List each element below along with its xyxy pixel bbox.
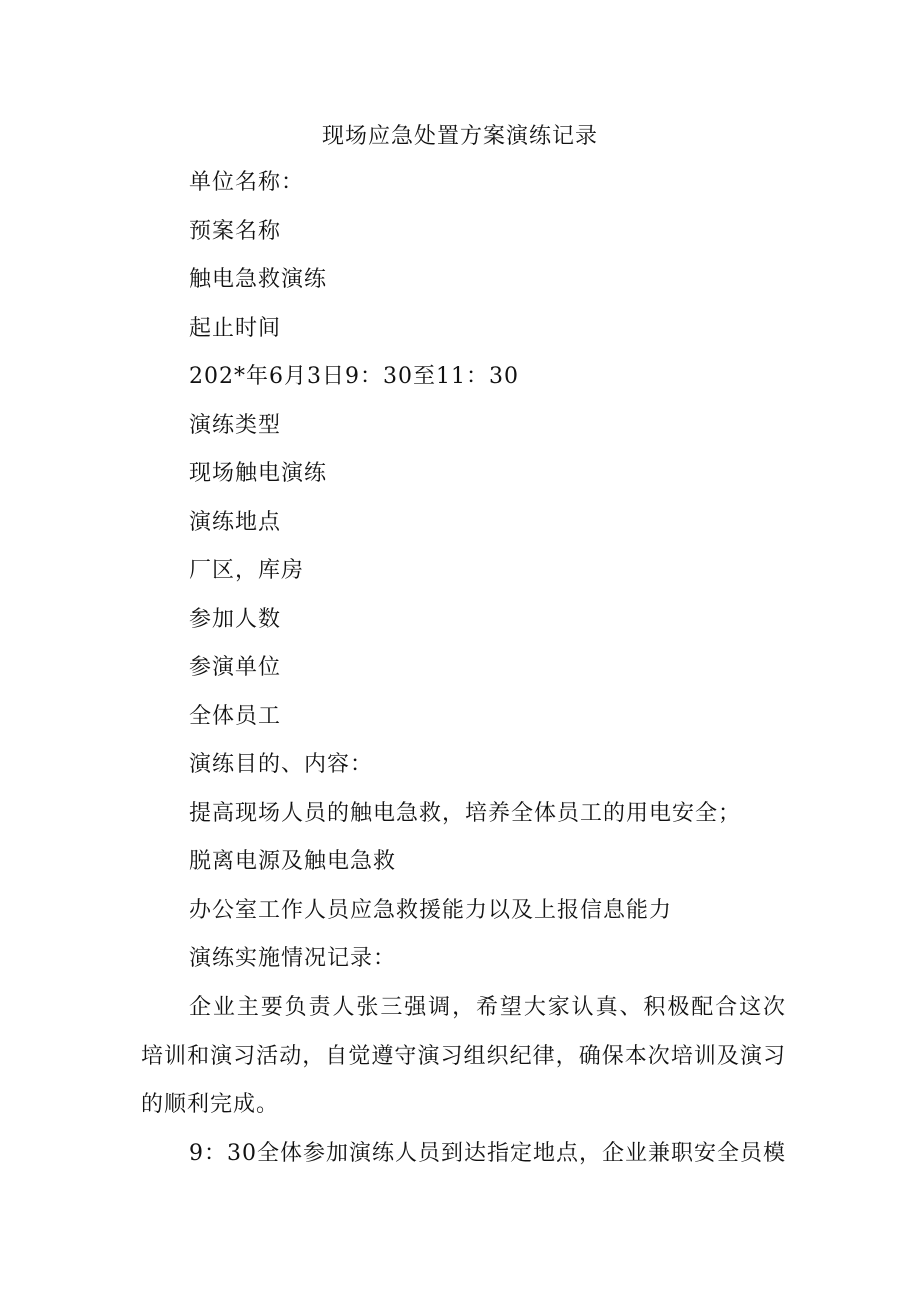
- record-paragraph-1: 企业主要负责人张三强调，希望大家认真、积极配合这次培训和演习活动，自觉遵守演习组织纪律，确保本次培训及演习的顺利完成。: [141, 995, 786, 1117]
- field-plan-name-value: 触电急救演练: [189, 267, 328, 292]
- field-drill-type-value: 现场触电演练: [189, 461, 328, 486]
- field-location-label: 演练地点: [189, 509, 282, 535]
- record-paragraph-2: 9：30全体参加演练人员到达指定地点，企业兼职安全员模: [189, 1141, 786, 1166]
- field-drill-type-label: 演练类型: [189, 412, 282, 438]
- field-purpose-line-3: 办公室工作人员应急救援能力以及上报信息能力: [189, 897, 673, 923]
- field-participant-count-label: 参加人数: [189, 606, 282, 632]
- document-title: 现场应急处置方案演练记录: [321, 124, 598, 149]
- field-time-label: 起止时间: [189, 315, 282, 341]
- field-purpose-line-1: 提高现场人员的触电急救，培养全体员工的用电安全；: [189, 800, 742, 826]
- field-purpose-label: 演练目的、内容：: [189, 752, 374, 777]
- field-plan-name-label: 预案名称: [189, 218, 282, 244]
- field-unit-name: 单位名称：: [189, 170, 305, 195]
- field-participant-unit-label: 参演单位: [189, 655, 282, 680]
- field-record-label: 演练实施情况记录：: [189, 946, 397, 971]
- field-location-value: 厂区，库房: [189, 558, 305, 583]
- field-purpose-line-2: 脱离电源及触电急救: [189, 849, 397, 874]
- field-participant-unit-value: 全体员工: [189, 703, 282, 729]
- record-field-list: [189, 167, 789, 992]
- field-time-value: 202*年6月3日9：30至11：30: [189, 364, 519, 389]
